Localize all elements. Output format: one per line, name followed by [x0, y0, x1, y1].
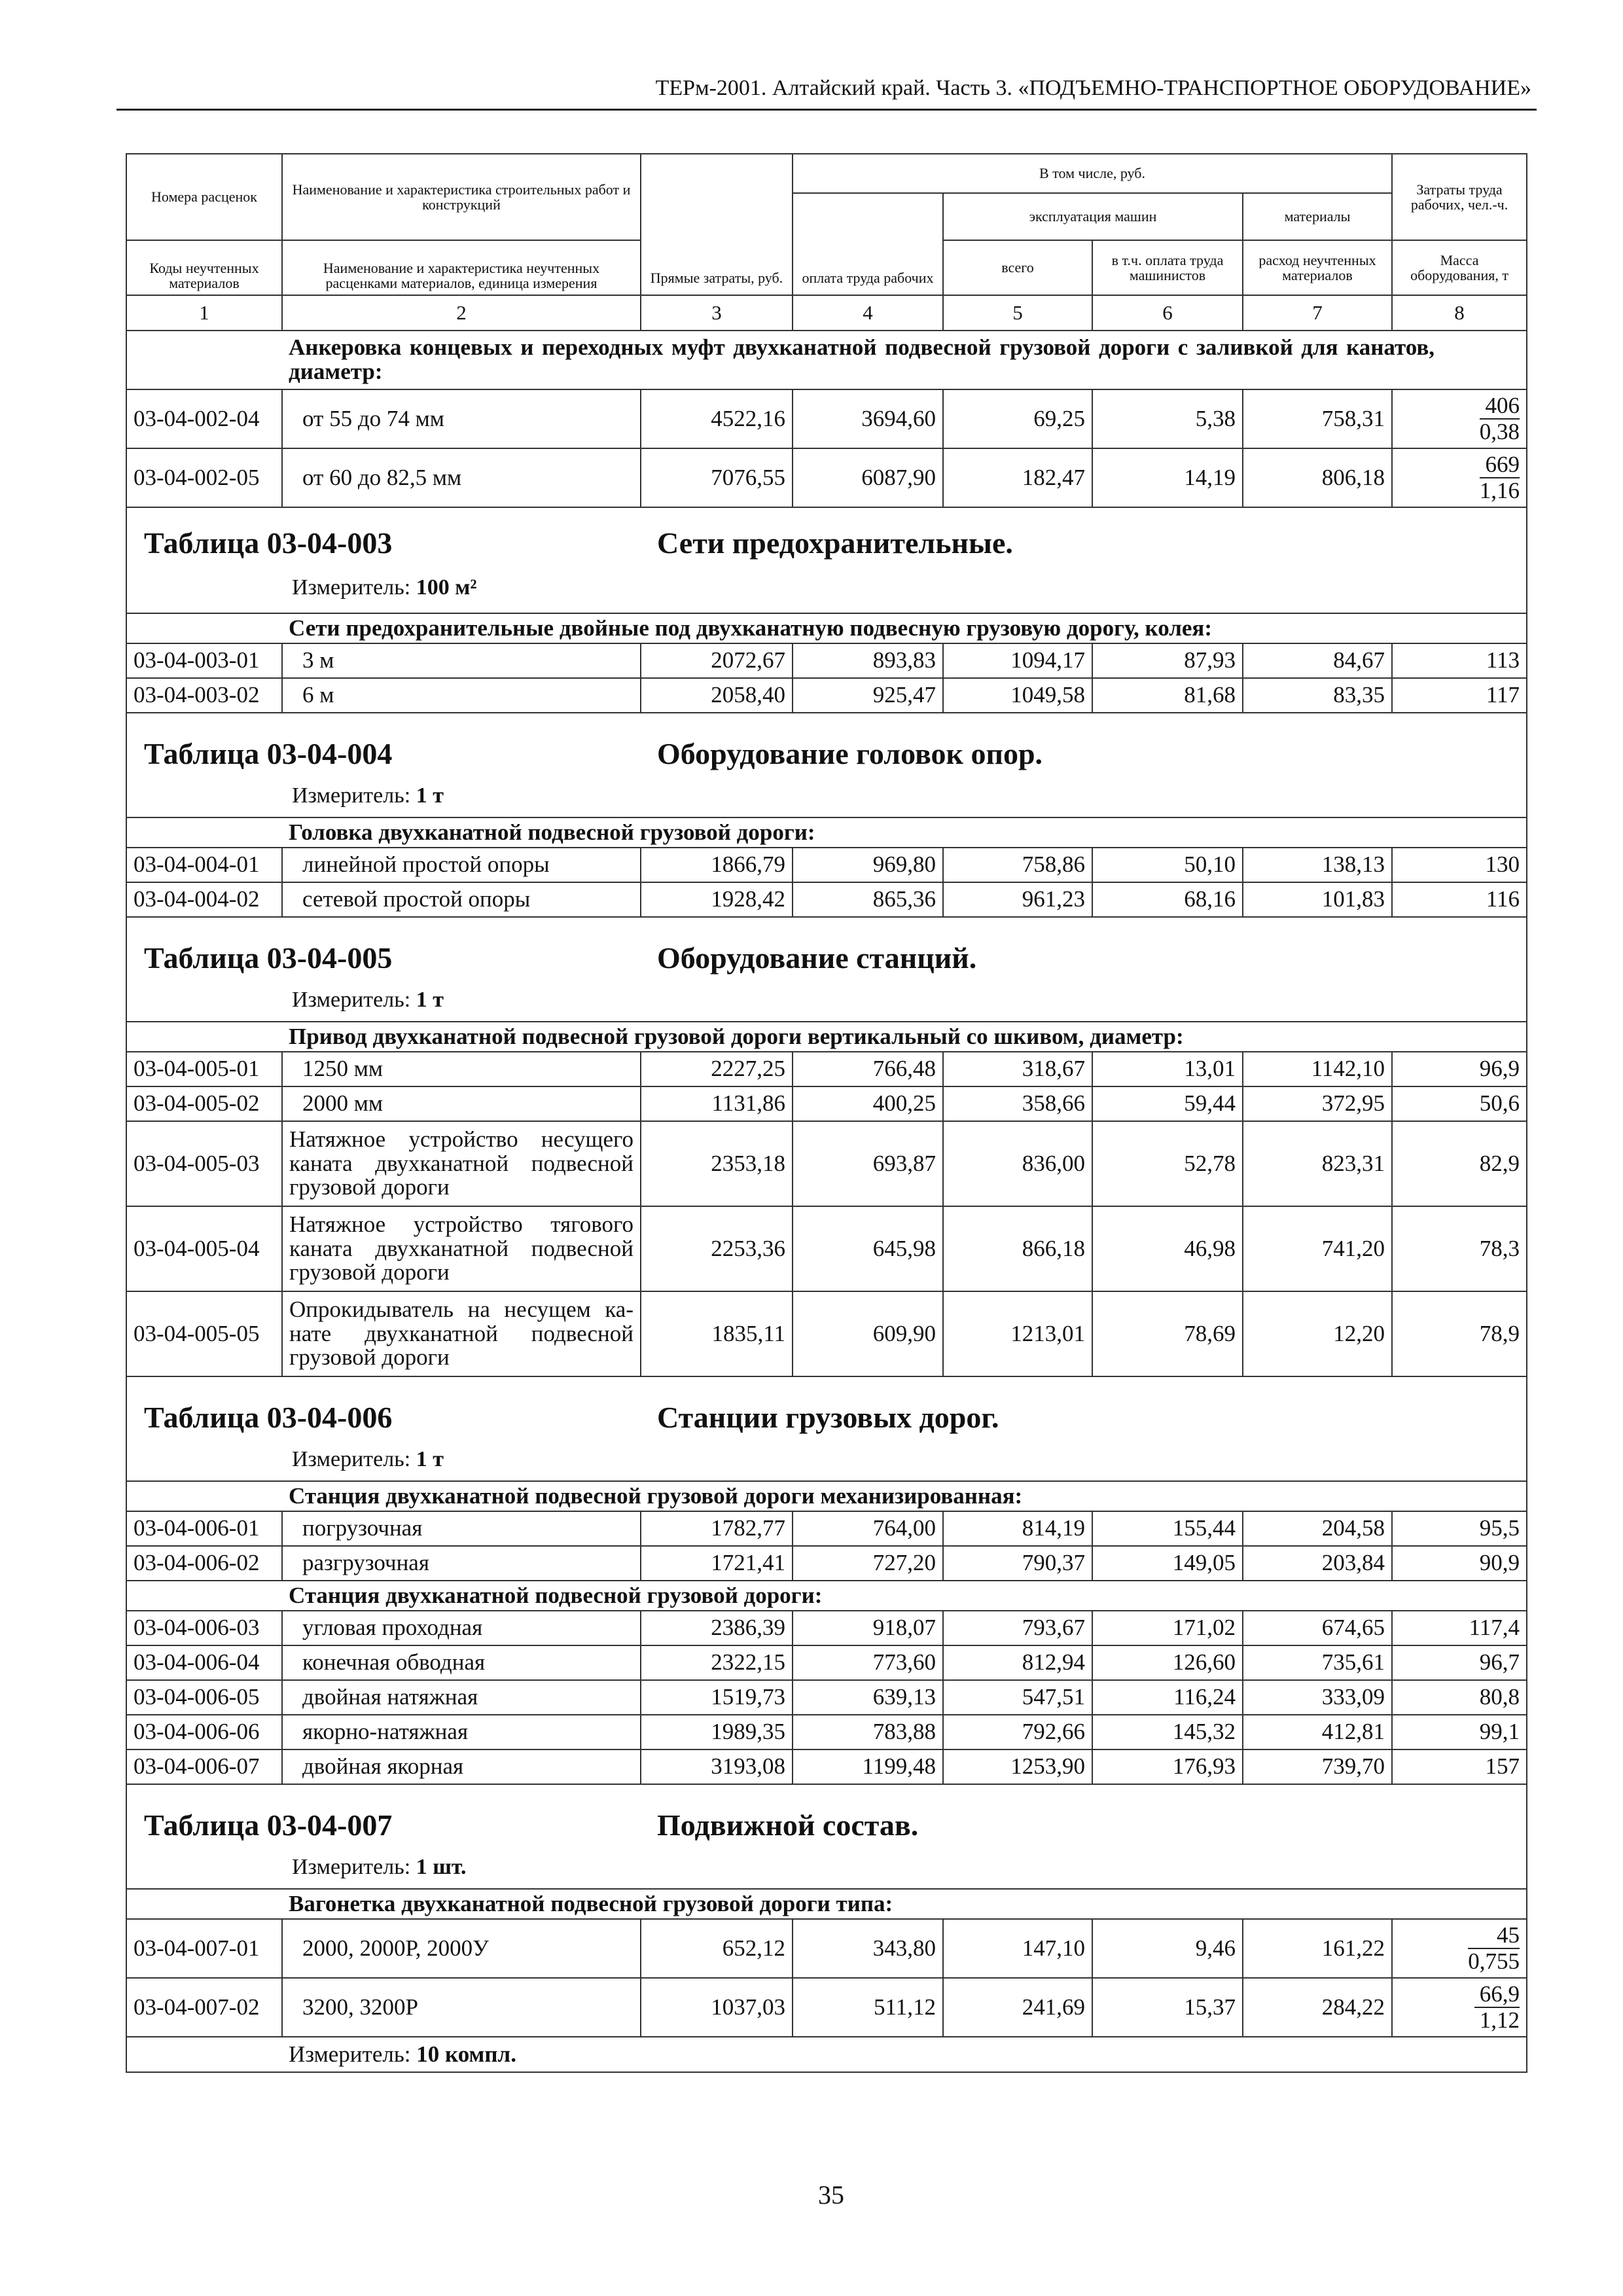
labor-cost: 609,90 — [793, 1291, 943, 1376]
materials-cost: 12,20 — [1243, 1291, 1392, 1376]
labor-cost: 865,36 — [793, 882, 943, 917]
labor-hours: 45 — [1468, 1923, 1520, 1950]
materials-cost: 806,18 — [1243, 448, 1392, 507]
labor-hours: 96,7 — [1392, 1645, 1527, 1680]
equipment-mass: 1,12 — [1479, 2007, 1520, 2033]
machines-cost: 318,67 — [943, 1052, 1092, 1086]
materials-cost: 758,31 — [1243, 389, 1392, 448]
price-table — [126, 153, 1527, 2073]
labor-cost: 773,60 — [793, 1645, 943, 1680]
col-unaccounted-codes-header: Коды неучтенных материалов — [126, 240, 282, 295]
machines-cost: 836,00 — [943, 1121, 1092, 1206]
machines-cost: 866,18 — [943, 1206, 1092, 1291]
column-number: 6 — [1092, 295, 1243, 331]
labor-hours: 117 — [1392, 678, 1527, 713]
operators-cost: 50,10 — [1092, 848, 1243, 882]
rate-name: конечная обводная — [282, 1645, 641, 1680]
table-banner-row — [126, 917, 1527, 1022]
table-row — [126, 882, 1527, 917]
table-name: Станции грузовых дорог. — [657, 1401, 999, 1434]
table-row — [126, 1086, 1527, 1121]
table-row — [126, 848, 1527, 882]
machines-cost: 69,25 — [943, 389, 1092, 448]
col-included-header: В том числе, руб. — [793, 154, 1392, 193]
materials-cost: 101,83 — [1243, 882, 1392, 917]
machines-cost: 358,66 — [943, 1086, 1092, 1121]
machines-cost: 1253,90 — [943, 1749, 1092, 1784]
measure-value: 1 т — [416, 988, 444, 1012]
rate-code: 03-04-006-01 — [126, 1511, 282, 1546]
section-heading-row — [126, 1022, 1527, 1052]
direct-cost: 4522,16 — [641, 389, 793, 448]
col-direct-header: Прямые затраты, руб. — [641, 154, 793, 295]
rate-code: 03-04-005-05 — [126, 1291, 282, 1376]
labor-hours: 78,9 — [1392, 1291, 1527, 1376]
table-row — [126, 1121, 1527, 1206]
machines-cost: 241,69 — [943, 1978, 1092, 2037]
rate-code: 03-04-006-04 — [126, 1645, 282, 1680]
col-labor-hours-header: Затраты труда рабочих, чел.-ч. — [1392, 154, 1527, 240]
column-number: 7 — [1243, 295, 1392, 331]
direct-cost: 1721,41 — [641, 1546, 793, 1581]
rate-name: 6 м — [282, 678, 641, 713]
direct-cost: 1866,79 — [641, 848, 793, 882]
rate-code: 03-04-004-02 — [126, 882, 282, 917]
column-number: 3 — [641, 295, 793, 331]
labor-hours: 117,4 — [1392, 1611, 1527, 1645]
operators-cost: 145,32 — [1092, 1715, 1243, 1749]
table-banner-row — [126, 713, 1527, 817]
labor-hours: 90,9 — [1392, 1546, 1527, 1581]
measure-label: Измеритель: — [292, 1447, 411, 1471]
labor-hours: 406 — [1480, 393, 1520, 420]
equipment-mass: 0,38 — [1479, 419, 1520, 444]
labor-cost: 727,20 — [793, 1546, 943, 1581]
rate-code: 03-04-005-03 — [126, 1121, 282, 1206]
rate-code: 03-04-006-06 — [126, 1715, 282, 1749]
table-name: Подвижной состав. — [657, 1808, 919, 1842]
labor-hours: 96,9 — [1392, 1052, 1527, 1086]
measure-label: Измеритель: — [292, 988, 411, 1012]
table-row — [126, 1546, 1527, 1581]
rate-name: 1250 мм — [282, 1052, 641, 1086]
measure-label: Измеритель: — [292, 1855, 411, 1879]
rate-code: 03-04-006-03 — [126, 1611, 282, 1645]
rate-name: 2000, 2000Р, 2000У — [282, 1919, 641, 1978]
labor-cost: 343,80 — [793, 1919, 943, 1978]
rate-name: Натяжное устройство тягового каната двухканатной подвесной грузовой дороги — [282, 1206, 641, 1291]
labor-hours: 95,5 — [1392, 1511, 1527, 1546]
table-row — [126, 1919, 1527, 1978]
rate-code: 03-04-005-04 — [126, 1206, 282, 1291]
labor-cost: 639,13 — [793, 1680, 943, 1715]
labor-cost: 783,88 — [793, 1715, 943, 1749]
col-operators-header: в т.ч. оплата труда машинистов — [1092, 240, 1243, 295]
table-row — [126, 1611, 1527, 1645]
table-name: Оборудование головок опор. — [657, 737, 1043, 770]
operators-cost: 15,37 — [1092, 1978, 1243, 2037]
machines-cost: 814,19 — [943, 1511, 1092, 1546]
rate-name: двойная якорная — [282, 1749, 641, 1784]
col-labor-header: оплата труда рабочих — [793, 193, 943, 295]
rate-code: 03-04-006-05 — [126, 1680, 282, 1715]
direct-cost: 652,12 — [641, 1919, 793, 1978]
machines-cost: 1094,17 — [943, 643, 1092, 678]
col-mass-header: Масса оборудования, т — [1392, 240, 1527, 295]
rate-code: 03-04-005-01 — [126, 1052, 282, 1086]
table-row — [126, 643, 1527, 678]
equipment-mass: 0,755 — [1468, 1948, 1520, 1974]
materials-cost: 204,58 — [1243, 1511, 1392, 1546]
labor-cost: 3694,60 — [793, 389, 943, 448]
operators-cost: 52,78 — [1092, 1121, 1243, 1206]
labor-mass-fraction — [1392, 389, 1527, 448]
rate-name: якорно-натяжная — [282, 1715, 641, 1749]
measure-value: 1 т — [416, 1447, 444, 1471]
measure — [292, 1448, 444, 1471]
rate-code: 03-04-002-05 — [126, 448, 282, 507]
operators-cost: 78,69 — [1092, 1291, 1243, 1376]
machines-cost: 182,47 — [943, 448, 1092, 507]
labor-hours: 66,9 — [1474, 1982, 1520, 2009]
table-title: Таблица 03-04-004 — [144, 737, 393, 770]
labor-hours: 113 — [1392, 643, 1527, 678]
table-row — [126, 1715, 1527, 1749]
rate-name: линейной простой опоры — [282, 848, 641, 882]
column-numbers-row — [126, 295, 1527, 331]
table-banner-row — [126, 1376, 1527, 1481]
materials-cost: 84,67 — [1243, 643, 1392, 678]
section-heading-row — [126, 613, 1527, 643]
section-heading: Вагонетка двухканатной подвесной грузовой дороги типа: — [282, 1889, 1527, 1919]
table-banner — [126, 1784, 1527, 1889]
direct-cost: 1037,03 — [641, 1978, 793, 2037]
measure-value: 1 шт. — [416, 1855, 467, 1879]
labor-hours: 78,3 — [1392, 1206, 1527, 1291]
machines-cost: 792,66 — [943, 1715, 1092, 1749]
table-row — [126, 1291, 1527, 1376]
machines-cost: 547,51 — [943, 1680, 1092, 1715]
operators-cost: 176,93 — [1092, 1749, 1243, 1784]
section-heading: Головка двухканатной подвесной грузовой дороги: — [282, 817, 1527, 848]
measure — [282, 2037, 1527, 2072]
operators-cost: 171,02 — [1092, 1611, 1243, 1645]
labor-hours: 99,1 — [1392, 1715, 1527, 1749]
table-row — [126, 389, 1527, 448]
rate-name: Опрокидыватель на несущем ка-нате двухканатной подвесной грузовой дороги — [282, 1291, 641, 1376]
rate-name: 2000 мм — [282, 1086, 641, 1121]
materials-cost: 1142,10 — [1243, 1052, 1392, 1086]
materials-cost: 735,61 — [1243, 1645, 1392, 1680]
direct-cost: 3193,08 — [641, 1749, 793, 1784]
table-title: Таблица 03-04-006 — [144, 1401, 393, 1434]
measure-value: 1 т — [416, 783, 444, 808]
labor-cost: 1199,48 — [793, 1749, 943, 1784]
section-heading: Станция двухканатной подвесной грузовой дороги: — [282, 1581, 1527, 1611]
rate-name: разгрузочная — [282, 1546, 641, 1581]
direct-cost: 2386,39 — [641, 1611, 793, 1645]
section-heading: Станция двухканатной подвесной грузовой дороги механизированная: — [282, 1481, 1527, 1511]
column-number: 2 — [282, 295, 641, 331]
rate-code: 03-04-004-01 — [126, 848, 282, 882]
operators-cost: 13,01 — [1092, 1052, 1243, 1086]
table-row — [126, 678, 1527, 713]
rate-name: угловая проходная — [282, 1611, 641, 1645]
direct-cost: 2353,18 — [641, 1121, 793, 1206]
labor-hours: 80,8 — [1392, 1680, 1527, 1715]
labor-cost: 969,80 — [793, 848, 943, 882]
materials-cost: 203,84 — [1243, 1546, 1392, 1581]
labor-mass-fraction — [1392, 1978, 1527, 2037]
labor-mass-fraction — [1392, 448, 1527, 507]
table-row — [126, 1645, 1527, 1680]
table-row — [126, 1978, 1527, 2037]
labor-cost: 925,47 — [793, 678, 943, 713]
rate-code: 03-04-002-04 — [126, 389, 282, 448]
col-unaccounted-name-header: Наименование и характеристика неучтенных расценками материалов, единица измерения — [282, 240, 641, 295]
header-row-1 — [126, 154, 1527, 193]
operators-cost: 68,16 — [1092, 882, 1243, 917]
section-heading-row — [126, 1889, 1527, 1919]
direct-cost: 7076,55 — [641, 448, 793, 507]
direct-cost: 2072,67 — [641, 643, 793, 678]
operators-cost: 87,93 — [1092, 643, 1243, 678]
machines-cost: 790,37 — [943, 1546, 1092, 1581]
operators-cost: 81,68 — [1092, 678, 1243, 713]
column-number: 8 — [1392, 295, 1527, 331]
materials-cost: 138,13 — [1243, 848, 1392, 882]
operators-cost: 149,05 — [1092, 1546, 1243, 1581]
rate-name: 3200, 3200Р — [282, 1978, 641, 2037]
labor-cost: 6087,90 — [793, 448, 943, 507]
direct-cost: 1835,11 — [641, 1291, 793, 1376]
table-title: Таблица 03-04-007 — [144, 1808, 393, 1842]
rate-code: 03-04-007-02 — [126, 1978, 282, 2037]
direct-cost: 2253,36 — [641, 1206, 793, 1291]
materials-cost: 741,20 — [1243, 1206, 1392, 1291]
table-banner — [126, 917, 1527, 1022]
labor-hours: 116 — [1392, 882, 1527, 917]
direct-cost: 1131,86 — [641, 1086, 793, 1121]
table-row — [126, 1680, 1527, 1715]
table-row — [126, 1206, 1527, 1291]
operators-cost: 155,44 — [1092, 1511, 1243, 1546]
col-materials-header: материалы — [1243, 193, 1392, 240]
direct-cost: 2058,40 — [641, 678, 793, 713]
rate-name: двойная натяжная — [282, 1680, 641, 1715]
measure-label: Измеритель: — [289, 2041, 411, 2067]
labor-mass-fraction — [1392, 1919, 1527, 1978]
operators-cost: 5,38 — [1092, 389, 1243, 448]
direct-cost: 1928,42 — [641, 882, 793, 917]
equipment-mass: 1,16 — [1479, 478, 1520, 503]
measure — [292, 988, 444, 1012]
table-banner — [126, 1376, 1527, 1481]
section-heading: Привод двухканатной подвесной грузовой дороги вертикальный со шкивом, диаметр: — [282, 1022, 1527, 1052]
col-machines-total-header: всего — [943, 240, 1092, 295]
table-banner — [126, 507, 1527, 613]
materials-cost: 372,95 — [1243, 1086, 1392, 1121]
rate-name: Натяжное устройство несущего каната двухканатной подвесной грузовой дороги — [282, 1121, 641, 1206]
materials-cost: 284,22 — [1243, 1978, 1392, 2037]
measure-value: 100 м² — [416, 575, 477, 600]
measure-label: Измеритель: — [292, 575, 411, 600]
measure-row — [126, 2037, 1527, 2072]
operators-cost: 116,24 — [1092, 1680, 1243, 1715]
labor-hours: 130 — [1392, 848, 1527, 882]
labor-cost: 511,12 — [793, 1978, 943, 2037]
machines-cost: 812,94 — [943, 1645, 1092, 1680]
measure — [292, 784, 444, 808]
table-title: Таблица 03-04-003 — [144, 526, 393, 560]
rate-name: сетевой простой опоры — [282, 882, 641, 917]
measure-value: 10 компл. — [416, 2041, 516, 2067]
rate-name: 3 м — [282, 643, 641, 678]
page-number: 35 — [818, 2180, 844, 2210]
rate-name: от 60 до 82,5 мм — [282, 448, 641, 507]
rate-code: 03-04-006-02 — [126, 1546, 282, 1581]
materials-cost: 739,70 — [1243, 1749, 1392, 1784]
running-header — [116, 71, 1537, 111]
machines-cost: 758,86 — [943, 848, 1092, 882]
labor-hours: 82,9 — [1392, 1121, 1527, 1206]
rate-code: 03-04-007-01 — [126, 1919, 282, 1978]
section-heading-row — [126, 817, 1527, 848]
table-row — [126, 448, 1527, 507]
labor-hours: 50,6 — [1392, 1086, 1527, 1121]
materials-cost: 161,22 — [1243, 1919, 1392, 1978]
rate-code: 03-04-003-02 — [126, 678, 282, 713]
table-name: Сети предохранительные. — [657, 526, 1013, 560]
materials-cost: 674,65 — [1243, 1611, 1392, 1645]
machines-cost: 1049,58 — [943, 678, 1092, 713]
machines-cost: 961,23 — [943, 882, 1092, 917]
rate-code: 03-04-006-07 — [126, 1749, 282, 1784]
table-banner-row — [126, 1784, 1527, 1889]
column-number: 5 — [943, 295, 1092, 331]
machines-cost: 147,10 — [943, 1919, 1092, 1978]
materials-cost: 333,09 — [1243, 1680, 1392, 1715]
direct-cost: 2322,15 — [641, 1645, 793, 1680]
col-machines-header: эксплуатация машин — [943, 193, 1243, 240]
direct-cost: 1782,77 — [641, 1511, 793, 1546]
labor-cost: 893,83 — [793, 643, 943, 678]
labor-cost: 764,00 — [793, 1511, 943, 1546]
measure — [292, 1856, 467, 1879]
operators-cost: 126,60 — [1092, 1645, 1243, 1680]
running-header-title: ТЕРм-2001. Алтайский край. Часть 3. «ПОДЪЕМНО-ТРАНСПОРТНОЕ ОБОРУДОВАНИЕ» — [655, 76, 1531, 100]
operators-cost: 59,44 — [1092, 1086, 1243, 1121]
col-codes-header: Номера расценок — [126, 154, 282, 240]
table-banner — [126, 713, 1527, 817]
table-title: Таблица 03-04-005 — [144, 941, 393, 975]
table-row — [126, 1749, 1527, 1784]
materials-cost: 823,31 — [1243, 1121, 1392, 1206]
rate-name: от 55 до 74 мм — [282, 389, 641, 448]
operators-cost: 14,19 — [1092, 448, 1243, 507]
machines-cost: 1213,01 — [943, 1291, 1092, 1376]
labor-cost: 918,07 — [793, 1611, 943, 1645]
section-heading: Сети предохранительные двойные под двухканатную подвесную грузовую дорогу, колея: — [282, 613, 1527, 643]
measure-label: Измеритель: — [292, 783, 411, 808]
section-heading-row — [126, 1481, 1527, 1511]
labor-hours: 157 — [1392, 1749, 1527, 1784]
column-number: 1 — [126, 295, 282, 331]
materials-cost: 83,35 — [1243, 678, 1392, 713]
col-name-header: Наименование и характеристика строительных работ и конструкций — [282, 154, 641, 240]
section-heading-row — [126, 1581, 1527, 1611]
direct-cost: 1989,35 — [641, 1715, 793, 1749]
materials-cost: 412,81 — [1243, 1715, 1392, 1749]
operators-cost: 46,98 — [1092, 1206, 1243, 1291]
labor-cost: 400,25 — [793, 1086, 943, 1121]
table-row — [126, 1052, 1527, 1086]
direct-cost: 1519,73 — [641, 1680, 793, 1715]
machines-cost: 793,67 — [943, 1611, 1092, 1645]
operators-cost: 9,46 — [1092, 1919, 1243, 1978]
section-heading-row — [126, 331, 1527, 389]
rate-code: 03-04-003-01 — [126, 643, 282, 678]
table-name: Оборудование станций. — [657, 941, 977, 975]
table-banner-row — [126, 507, 1527, 613]
table-row — [126, 1511, 1527, 1546]
labor-cost: 766,48 — [793, 1052, 943, 1086]
labor-hours: 669 — [1480, 452, 1520, 479]
column-number: 4 — [793, 295, 943, 331]
direct-cost: 2227,25 — [641, 1052, 793, 1086]
labor-cost: 693,87 — [793, 1121, 943, 1206]
measure — [292, 576, 477, 600]
col-unaccounted-consumption-header: расход неучтенных материалов — [1243, 240, 1392, 295]
rate-name: погрузочная — [282, 1511, 641, 1546]
rate-code: 03-04-005-02 — [126, 1086, 282, 1121]
section-heading: Анкеровка концевых и переходных муфт двухканатной подвесной грузовой дороги с заливкой для канатов, диаметр: — [282, 331, 1527, 389]
labor-cost: 645,98 — [793, 1206, 943, 1291]
